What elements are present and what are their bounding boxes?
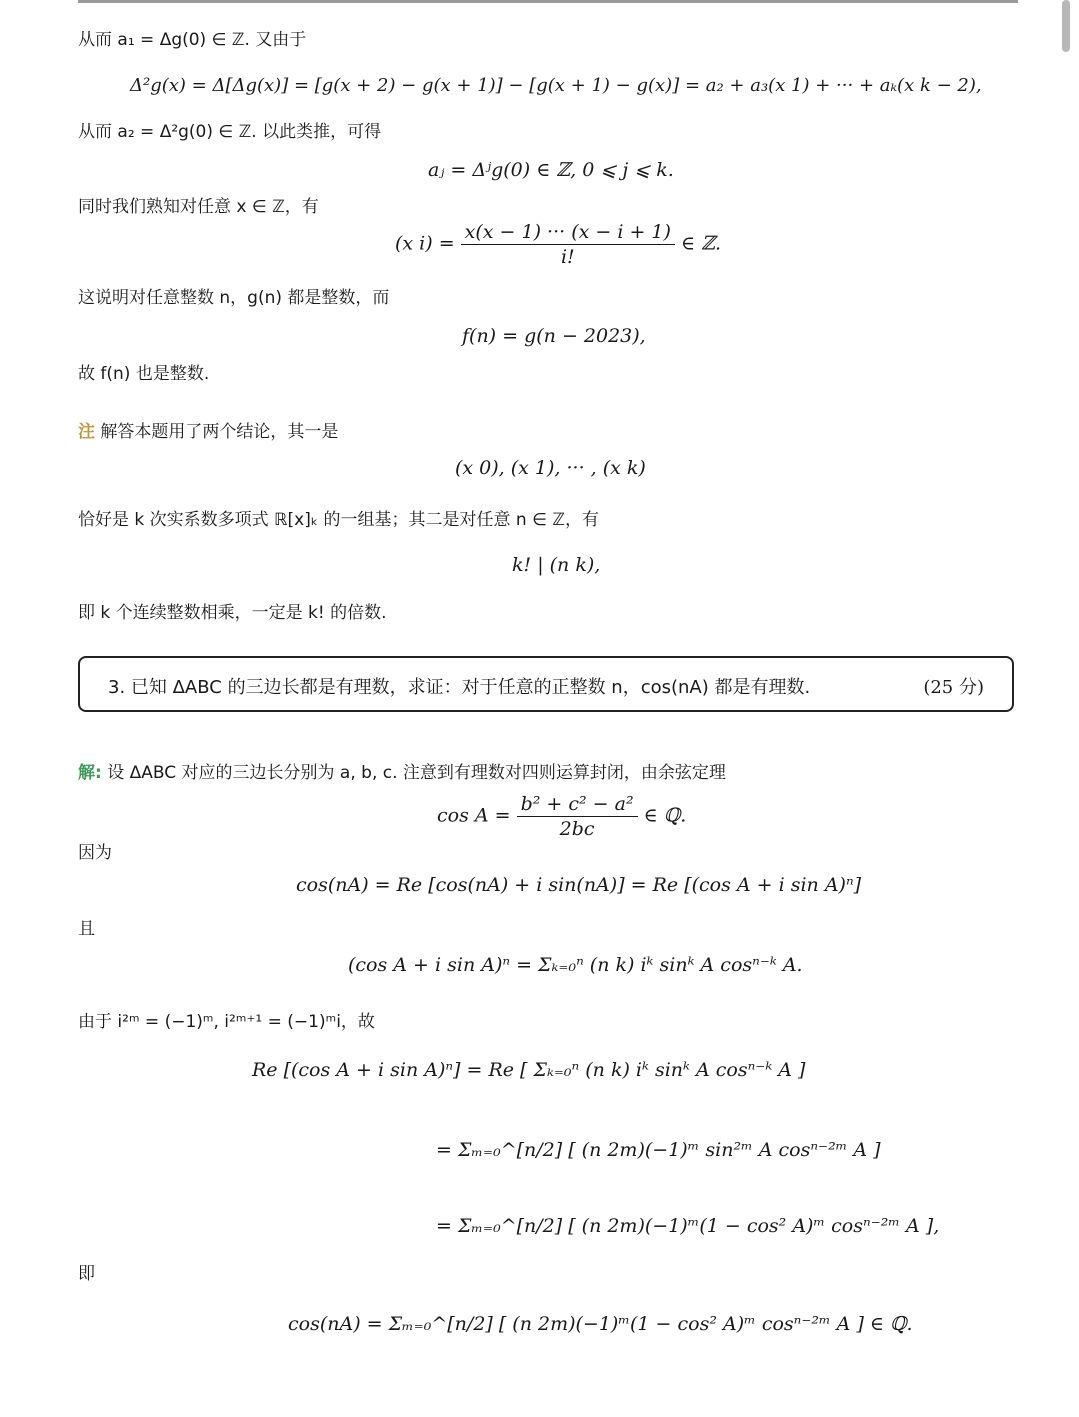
equation-cosine-law: [437, 792, 686, 841]
text-line-6: 恰好是 k 次实系数多项式 ℝ[x]ₖ 的一组基；其二是对任意 n ∈ ℤ，有: [78, 510, 599, 530]
equation-basis: (x 0), (x 1), ··· , (x k): [455, 457, 646, 479]
equation-aj: aⱼ = Δʲg(0) ∈ ℤ, 0 ⩽ j ⩽ k.: [428, 159, 674, 181]
equation-re-sum: Re [(cos A + i sin A)ⁿ] = Re [ Σₖ₌₀ⁿ (n k) iᵏ sinᵏ A cosⁿ⁻ᵏ A ]: [252, 1059, 806, 1081]
equation-cos-only: = Σₘ₌₀^[n/2] [ (n 2m)(−1)ᵐ(1 − cos² A)ᵐ cosⁿ⁻²ᵐ A ],: [436, 1215, 940, 1237]
text-line-2: 从而 a₂ = Δ²g(0) ∈ ℤ. 以此类推，可得: [78, 122, 382, 142]
equation-binomial-def: [395, 220, 721, 269]
equation-even-terms: = Σₘ₌₀^[n/2] [ (n 2m)(−1)ᵐ sin²ᵐ A cosⁿ⁻²ᵐ A ]: [436, 1139, 881, 1161]
solution-text: 设 ΔABC 对应的三边长分别为 a, b, c. 注意到有理数对四则运算封闭，由余弦定理: [107, 763, 726, 783]
solution-line: [78, 761, 726, 785]
text-line-3: 同时我们熟知对任意 x ∈ ℤ，有: [78, 197, 319, 217]
text-line-7: 即 k 个连续整数相乘，一定是 k! 的倍数.: [78, 603, 387, 623]
equation-binomial-expansion: (cos A + i sin A)ⁿ = Σₖ₌₀ⁿ (n k) iᵏ sinᵏ A cosⁿ⁻ᵏ A.: [348, 954, 803, 976]
scrollbar-thumb[interactable]: [1062, 0, 1070, 52]
binomial-fraction: [461, 220, 675, 269]
note-text: 解答本题用了两个结论，其一是: [100, 422, 339, 442]
cos-denominator: 2bc: [559, 818, 595, 840]
text-line-5: 故 f(n) 也是整数.: [78, 364, 210, 384]
note-label: 注: [78, 422, 95, 442]
binomial-numerator: x(x − 1) ··· (x − i + 1): [461, 220, 675, 245]
note-line: [78, 420, 338, 444]
text-line-10: 由于 i²ᵐ = (−1)ᵐ, i²ᵐ⁺¹ = (−1)ᵐi，故: [78, 1012, 375, 1032]
text-line-8: 因为: [78, 843, 112, 863]
problem-3-points: (25 分): [923, 677, 984, 698]
binomial-lhs: (x i) =: [395, 232, 455, 255]
equation-re-cos: cos(nA) = Re [cos(nA) + i sin(nA)] = Re [(cos A + i sin A)ⁿ]: [296, 874, 862, 896]
cos-numerator: b² + c² − a²: [517, 792, 638, 817]
text-line-9: 且: [78, 919, 95, 939]
text-line-1: 从而 a₁ = Δg(0) ∈ ℤ. 又由于: [78, 30, 307, 50]
cos-rhs: ∈ ℚ.: [643, 804, 687, 827]
problem-3-box: [78, 656, 1014, 712]
equation-f-g: f(n) = g(n − 2023),: [462, 325, 646, 347]
equation-divisibility: k! | (n k),: [512, 554, 601, 576]
text-line-11: 即: [78, 1264, 95, 1284]
solution-label: 解:: [78, 763, 102, 783]
cos-lhs: cos A =: [437, 804, 511, 827]
equation-final: cos(nA) = Σₘ₌₀^[n/2] [ (n 2m)(−1)ᵐ(1 − cos² A)ᵐ cosⁿ⁻²ᵐ A ] ∈ ℚ.: [288, 1313, 913, 1335]
binomial-rhs: ∈ ℤ.: [680, 232, 721, 255]
top-divider: [78, 0, 1018, 3]
problem-3-statement: 3. 已知 ΔABC 的三边长都是有理数，求证：对于任意的正整数 n，cos(nA) 都是有理数.: [108, 677, 811, 698]
binomial-denominator: i!: [560, 246, 575, 268]
text-line-4: 这说明对任意整数 n，g(n) 都是整数，而: [78, 288, 390, 308]
cos-fraction: [517, 792, 638, 841]
equation-delta2: Δ²g(x) = Δ[Δg(x)] = [g(x + 2) − g(x + 1)] − [g(x + 1) − g(x)] = a₂ + a₃(x 1) + ··· + aₖ(x k − 2),: [130, 75, 982, 96]
